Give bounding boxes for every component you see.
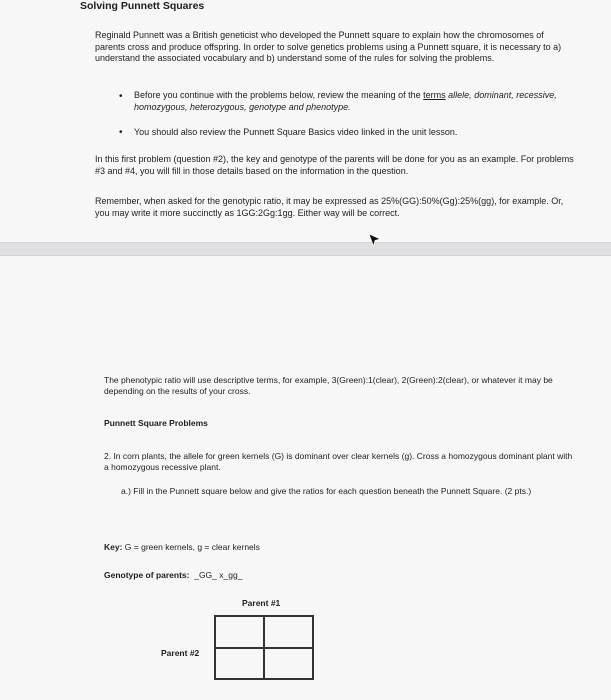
mouse-cursor-icon bbox=[368, 233, 382, 247]
bullet-icon: • bbox=[119, 91, 123, 102]
phenotypic-note: The phenotypic ratio will use descriptive terms, for example, 3(Green):1(clear), 2(Green):2(clear), or whatever it may be depending on the results of your cross. bbox=[104, 375, 553, 396]
bullet-review-prefix: Before you continue with the problems below, review the meaning of the bbox=[134, 90, 424, 100]
problems-heading: Punnett Square Problems bbox=[104, 418, 208, 428]
bullet-review-terms bbox=[134, 90, 579, 113]
intro-paragraph: Reginald Punnett was a British geneticist who developed the Punnett square to explain how the chromosomes of parents cross and produce offspring. In order to solve genetics problems using a Punnett square, it is necessary to a) understand the associated vocabulary and b) understand some of the rules for solving the problems. bbox=[95, 30, 562, 63]
bullet-icon: • bbox=[119, 127, 123, 138]
parent2-label: Parent #2 bbox=[161, 648, 200, 658]
bullet-review-terms-word: terms bbox=[423, 90, 446, 100]
punnett-cell[interactable] bbox=[264, 648, 313, 680]
page-title: Solving Punnett Squares bbox=[80, 0, 205, 12]
example-paragraph: In this first problem (question #2), the key and genotype of the parents will be done for you as an example. For problems #3 and #4, you will fill in those details based on the information in the question. bbox=[95, 154, 574, 176]
question-2a: a.) Fill in the Punnett square below and give the ratios for each question beneath the Punnett Square. (2 pts.) bbox=[121, 486, 532, 496]
parents-label: Genotype of parents: bbox=[104, 570, 190, 580]
key-line bbox=[104, 542, 564, 553]
key-label: Key: bbox=[104, 542, 123, 552]
punnett-square[interactable] bbox=[214, 615, 314, 680]
parents-line bbox=[104, 570, 564, 581]
parent1-label: Parent #1 bbox=[242, 598, 281, 608]
punnett-cell[interactable] bbox=[264, 616, 313, 648]
key-text: G = green kernels, g = clear kernels bbox=[122, 542, 260, 552]
parents-value: _GG_ x_gg_ bbox=[194, 570, 243, 580]
ratio-paragraph: Remember, when asked for the genotypic ratio, it may be expressed as 25%(GG):50%(Gg):25%(gg), for example. Or, you may write it more succinctly as 1GG:2Gg:1gg. Either way will be correct. bbox=[95, 196, 564, 218]
punnett-cell[interactable] bbox=[215, 616, 264, 648]
question-2: 2. In corn plants, the allele for green kernels (G) is dominant over clear kernels (g). Cross a homozygous dominant plant with a homozygous recessive plant. bbox=[104, 451, 573, 472]
bullet-video: You should also review the Punnett Square Basics video linked in the unit lesson. bbox=[134, 127, 458, 137]
bullet-review-terms-list: allele, dominant, recessive, homozygous, heterozygous, genotype and phenotype. bbox=[134, 90, 557, 112]
page-separator bbox=[0, 243, 611, 255]
punnett-cell[interactable] bbox=[215, 648, 264, 680]
